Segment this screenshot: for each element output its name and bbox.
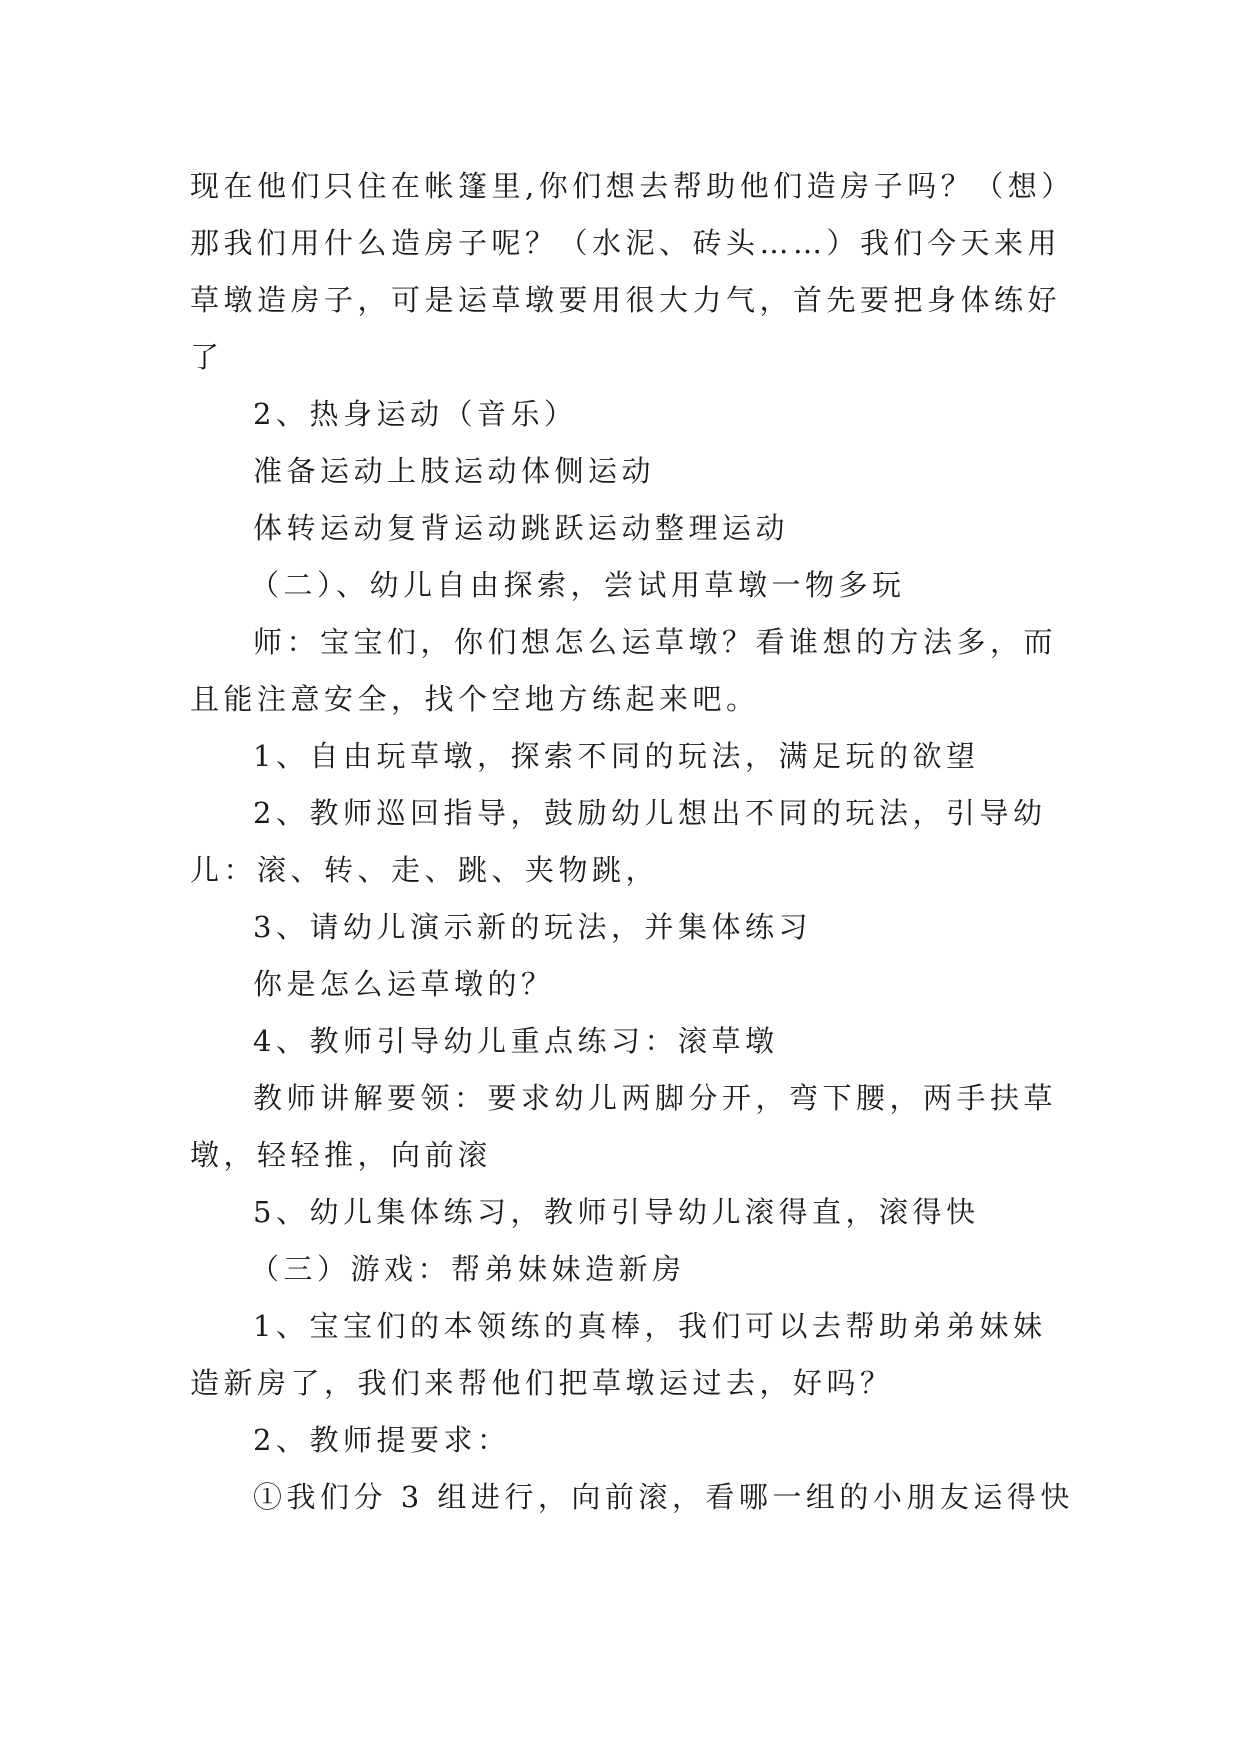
text-line: 4、教师引导幼儿重点练习：滚草墩 xyxy=(253,1024,779,1058)
text-line: 儿：滚、转、走、跳、夹物跳， xyxy=(190,853,660,887)
text-line: 1、宝宝们的本领练的真棒，我们可以去帮助弟弟妹妹 xyxy=(253,1309,1047,1343)
text-line: 体转运动复背运动跳跃运动整理运动 xyxy=(253,511,790,545)
text-line: 且能注意安全，找个空地方练起来吧。 xyxy=(190,682,760,716)
text-line: 那我们用什么造房子呢？（水泥、砖头……）我们今天来用 xyxy=(190,226,1062,260)
text-line: 教师讲解要领：要求幼儿两脚分开，弯下腰，两手扶草 xyxy=(253,1081,1058,1115)
text-line: 2、热身运动（音乐） xyxy=(253,397,578,431)
text-line: 1、自由玩草墩，探索不同的玩法，满足玩的欲望 xyxy=(253,739,980,773)
text-line: ①我们分 3 组进行，向前滚，看哪一组的小朋友运得快 xyxy=(253,1480,1074,1514)
text-line: 草墩造房子，可是运草墩要用很大力气，首先要把身体练好 xyxy=(190,283,1062,317)
text-line: 了 xyxy=(190,340,224,374)
text-line: 准备运动上肢运动体侧运动 xyxy=(253,454,656,488)
text-line: 2、教师巡回指导，鼓励幼儿想出不同的玩法，引导幼 xyxy=(253,796,1047,830)
text-line: 你是怎么运草墩的？ xyxy=(253,967,555,1001)
text-line: 2、教师提要求： xyxy=(253,1423,511,1457)
text-line: 师：宝宝们，你们想怎么运草墩？看谁想的方法多，而 xyxy=(253,625,1058,659)
text-line: 3、请幼儿演示新的玩法，并集体练习 xyxy=(253,910,812,944)
section-heading: （三）游戏：帮弟妹妹造新房 xyxy=(250,1252,686,1286)
text-line: 造新房了，我们来帮他们把草墩运过去，好吗？ xyxy=(190,1366,894,1400)
text-line: 现在他们只住在帐篷里,你们想去帮助他们造房子吗？（想） xyxy=(190,169,1075,203)
text-line: 墩，轻轻推，向前滚 xyxy=(190,1138,492,1172)
text-line: 5、幼儿集体练习，教师引导幼儿滚得直，滚得快 xyxy=(253,1195,980,1229)
section-heading: （二）、幼儿自由探索，尝试用草墩一物多玩 xyxy=(250,568,906,602)
